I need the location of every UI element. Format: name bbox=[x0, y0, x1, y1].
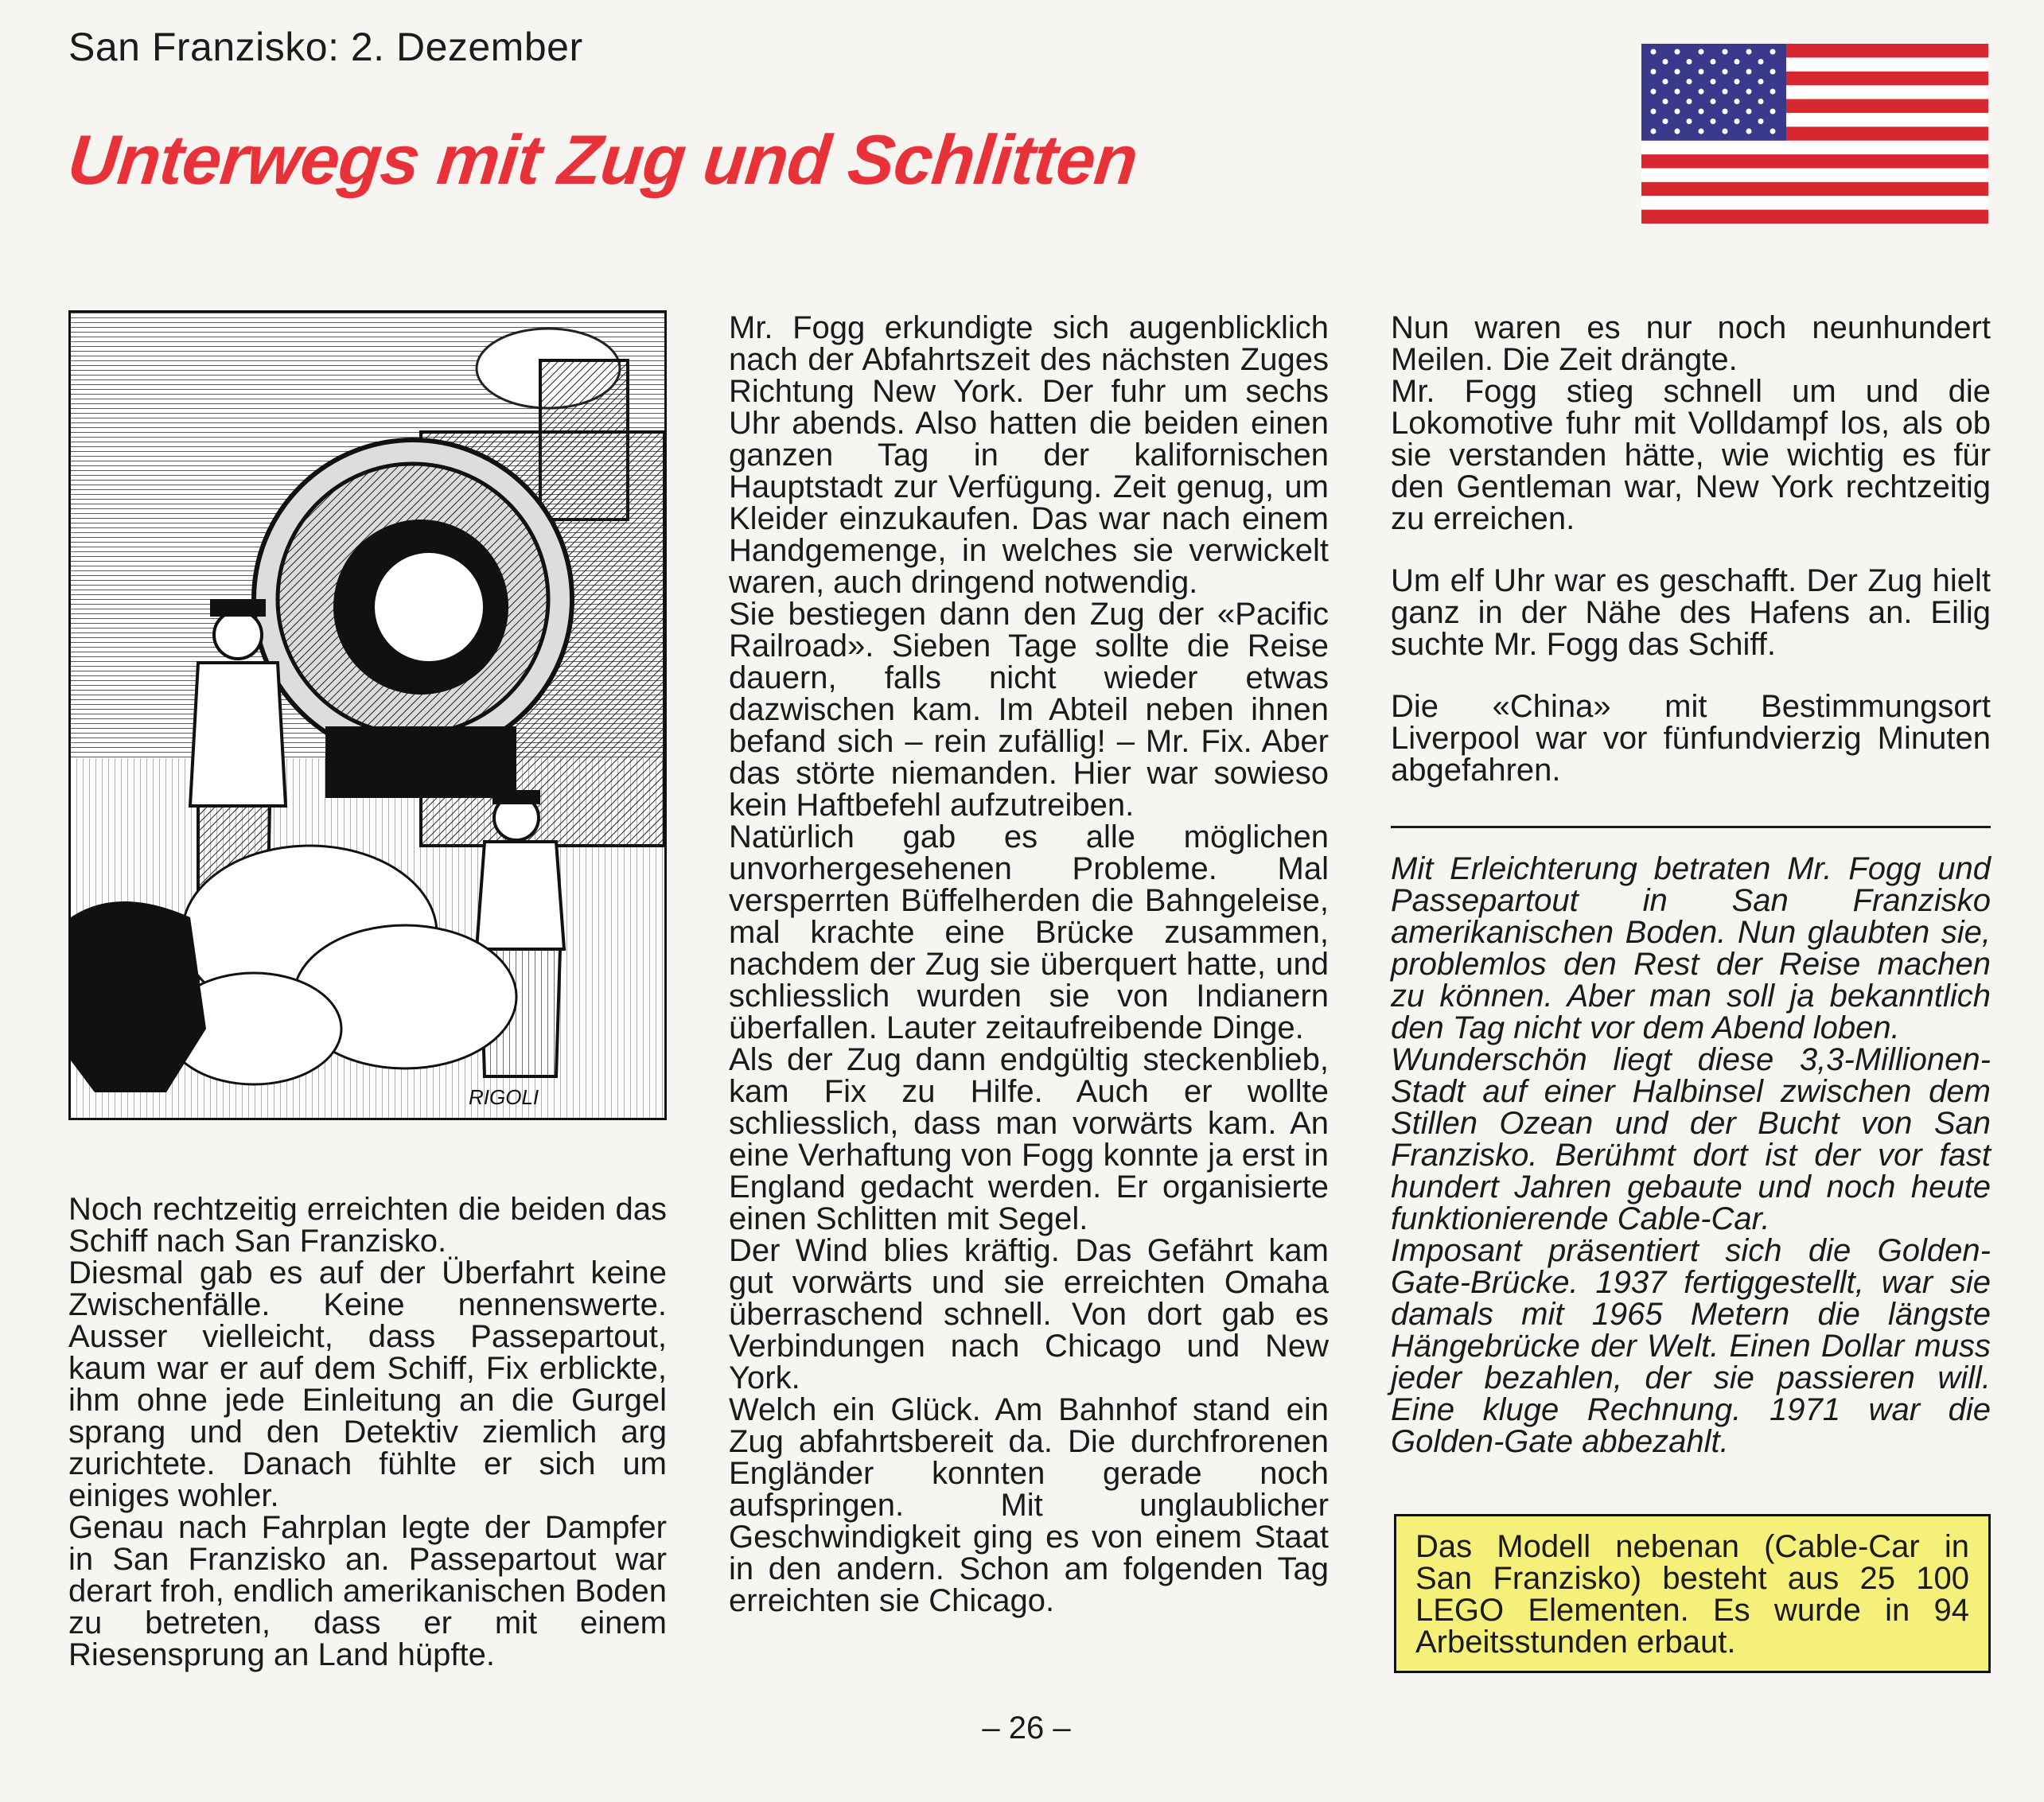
model-info-box: Das Modell nebenan (Cable-Car in San Franzisko) besteht aus 25 100 LEGO Elementen. Es wurde in 94 Arbeitsstunden erbaut. bbox=[1394, 1514, 1991, 1673]
flag-star bbox=[1675, 89, 1680, 95]
italic-paragraph: Imposant präsentiert sich die Golden-Gate-Brücke. 1937 fertiggestellt, war sie damals mit 1965 Metern die längste Hängebrücke der Welt. Einen Dollar muss jeder bezahlen, der sie passieren will. Eine kluge Rechnung. 1971 war die Golden-Gate abbezahlt. bbox=[1391, 1233, 1991, 1459]
text-column-left bbox=[68, 1193, 667, 1671]
flag-star bbox=[1699, 109, 1704, 115]
flag-star bbox=[1663, 99, 1668, 104]
paragraph: Natürlich gab es alle möglichen unvorhergesehenen Probleme. Mal versperrten Büffelherden die Bahngeleise, mal krachte eine Brücke zusammen, nachdem der Zug sie überquert hatte, und schliesslich wurden sie von Indianern überfallen. Lauter zeitaufreibende Dinge. bbox=[729, 819, 1329, 1045]
flag-star bbox=[1734, 119, 1740, 124]
flag-star bbox=[1651, 129, 1657, 134]
flag-star bbox=[1723, 109, 1728, 115]
flag-star bbox=[1734, 59, 1740, 64]
flag-star bbox=[1758, 59, 1764, 64]
flag-star bbox=[1675, 69, 1680, 75]
flag-star bbox=[1687, 99, 1692, 104]
flag-star bbox=[1770, 49, 1776, 55]
flag-star bbox=[1651, 89, 1657, 95]
flag-star bbox=[1746, 49, 1752, 55]
flag-star bbox=[1770, 89, 1776, 95]
headlight-glass bbox=[373, 551, 485, 663]
flag-star bbox=[1723, 89, 1728, 95]
artist-signature: RIGOLI bbox=[469, 1085, 539, 1109]
us-flag-image bbox=[1641, 44, 1988, 224]
paragraph: Um elf Uhr war es geschafft. Der Zug hielt ganz in der Nähe des Hafens an. Eilig suchte Mr. Fogg das Schiff. bbox=[1391, 563, 1991, 662]
flag-star bbox=[1758, 119, 1764, 124]
flag-star bbox=[1699, 49, 1704, 55]
paragraph: Genau nach Fahrplan legte der Dampfer in San Franzisko an. Passepartout war derart froh, endlich amerikanischen Boden zu betreten, dass er mit einem Riesensprung an Land hüpfte. bbox=[68, 1510, 667, 1672]
locomotive-illustration bbox=[68, 310, 667, 1120]
paragraph: Mr. Fogg stieg schnell um und die Lokomotive fuhr mit Volldampf los, als ob sie verstanden hätte, wie wichtig es für den Gentleman war, New York rechtzeitig zu erreichen. bbox=[1391, 374, 1991, 536]
paragraph: Noch rechtzeitig erreichten die beiden das Schiff nach San Franzisko. bbox=[68, 1192, 667, 1259]
flag-star bbox=[1651, 49, 1657, 55]
flag-star bbox=[1651, 69, 1657, 75]
paragraph: Mr. Fogg erkundigte sich augenblicklich nach der Abfahrtszeit des nächsten Zuges Richtung New York. Der fuhr um sechs Uhr abends. Also hatten die beiden einen ganzen Tag in der kalifornischen Hauptstadt zur Verfügung. Zeit genug, um Kleider einzukaufen. Das war nach einem Handgemenge, in welches sie verwickelt waren, auch dringend notwendig. bbox=[729, 310, 1329, 600]
page-number: – 26 – bbox=[982, 1711, 1071, 1746]
flag-star bbox=[1758, 99, 1764, 104]
buffer-beam bbox=[325, 726, 516, 798]
place-date-header: San Franzisko: 2. Dezember bbox=[68, 25, 583, 69]
flag-star bbox=[1675, 49, 1680, 55]
headline: Unterwegs mit Zug und Schlitten bbox=[64, 120, 1142, 199]
paragraph: Sie bestiegen dann den Zug der «Pacific Railroad». Sieben Tage sollte die Reise dauern, falls nicht wieder etwas dazwischen kam. Im Abteil neben ihnen befand sich – rein zufällig! – Mr. Fix. Aber das störte niemanden. Hier war sowieso kein Haftbefehl aufzutreiben. bbox=[729, 597, 1329, 823]
locomotive-drawing bbox=[71, 313, 664, 1118]
paragraph: Als der Zug dann endgültig steckenblieb, kam Fix zu Hilfe. Auch er wollte schliesslich, dass man vorwärts kam. An eine Verhaftung von Fogg konnte ja erst in England gedacht werden. Er organisierte einen Schlitten mit Segel. bbox=[729, 1042, 1329, 1236]
flag-star bbox=[1675, 109, 1680, 115]
sidebar-italic-text bbox=[1391, 853, 1991, 1458]
flag-star bbox=[1651, 109, 1657, 115]
flag-star bbox=[1699, 89, 1704, 95]
flag-canton bbox=[1641, 44, 1786, 141]
flag-star bbox=[1770, 129, 1776, 134]
paragraph: Die «China» mit Bestimmungsort Liverpool war vor fünfundvierzig Minuten abgefahren. bbox=[1391, 689, 1991, 788]
flag-star bbox=[1711, 119, 1716, 124]
flag-star bbox=[1687, 79, 1692, 84]
flag-star bbox=[1711, 99, 1716, 104]
paragraph: Nun waren es nur noch neunhundert Meilen. Die Zeit drängte. bbox=[1391, 310, 1991, 377]
flag-star bbox=[1746, 89, 1752, 95]
flag-star bbox=[1734, 99, 1740, 104]
flag-star bbox=[1723, 49, 1728, 55]
text-column-right bbox=[1391, 312, 1991, 786]
flag-star bbox=[1746, 129, 1752, 134]
flag-star bbox=[1758, 79, 1764, 84]
flag-star bbox=[1770, 109, 1776, 115]
text-column-middle bbox=[729, 312, 1329, 1617]
flag-star bbox=[1687, 119, 1692, 124]
flag-star bbox=[1723, 129, 1728, 134]
flag-star bbox=[1711, 79, 1716, 84]
italic-paragraph: Mit Erleichterung betraten Mr. Fogg und Passepartout in San Franzisko amerikanischen Boden. Nun glaubten sie, problemlos den Rest der Reise machen zu können. Aber man soll ja bekanntlich den Tag nicht vor dem Abend loben. bbox=[1391, 851, 1991, 1045]
flag-star bbox=[1687, 59, 1692, 64]
flag-star bbox=[1699, 129, 1704, 134]
flag-star bbox=[1723, 69, 1728, 75]
italic-paragraph: Wunderschön liegt diese 3,3-Millionen-Stadt auf einer Halbinsel zwischen dem Stillen Ozean und der Bucht von San Franzisko. Berühmt dort ist der vor fast hundert Jahren gebaute und noch heute funktionierende Cable-Car. bbox=[1391, 1042, 1991, 1236]
flag-star bbox=[1699, 69, 1704, 75]
flag-star bbox=[1663, 119, 1668, 124]
paragraph: Der Wind blies kräftig. Das Gefährt kam gut vorwärts und sie erreichten Omaha überraschend schnell. Von dort gab es Verbindungen nach Chicago und New York. bbox=[729, 1233, 1329, 1395]
flag-star bbox=[1711, 59, 1716, 64]
flag-star bbox=[1663, 79, 1668, 84]
section-divider bbox=[1391, 826, 1991, 828]
paragraph: Diesmal gab es auf der Überfahrt keine Zwischenfälle. Keine nennenswerte. Ausser vielleicht, dass Passepartout, kaum war er auf dem Schiff, Fix erblickte, ihm ohne jede Einleitung an die Gurgel sprang und den Detektiv ziemlich arg zurichtete. Danach fühlte er sich um einiges wohler. bbox=[68, 1255, 667, 1513]
flag-star bbox=[1734, 79, 1740, 84]
flag-star bbox=[1770, 69, 1776, 75]
paragraph: Welch ein Glück. Am Bahnhof stand ein Zug abfahrtsbereit da. Die durchfrorenen Engländer konnten gerade noch aufspringen. Mit unglaublicher Geschwindigkeit ging es von einem Staat in den andern. Schon am folgenden Tag erreichten sie Chicago. bbox=[729, 1392, 1329, 1618]
flag-star bbox=[1675, 129, 1680, 134]
flag-star bbox=[1663, 59, 1668, 64]
flag-star bbox=[1746, 109, 1752, 115]
flag-star bbox=[1746, 69, 1752, 75]
